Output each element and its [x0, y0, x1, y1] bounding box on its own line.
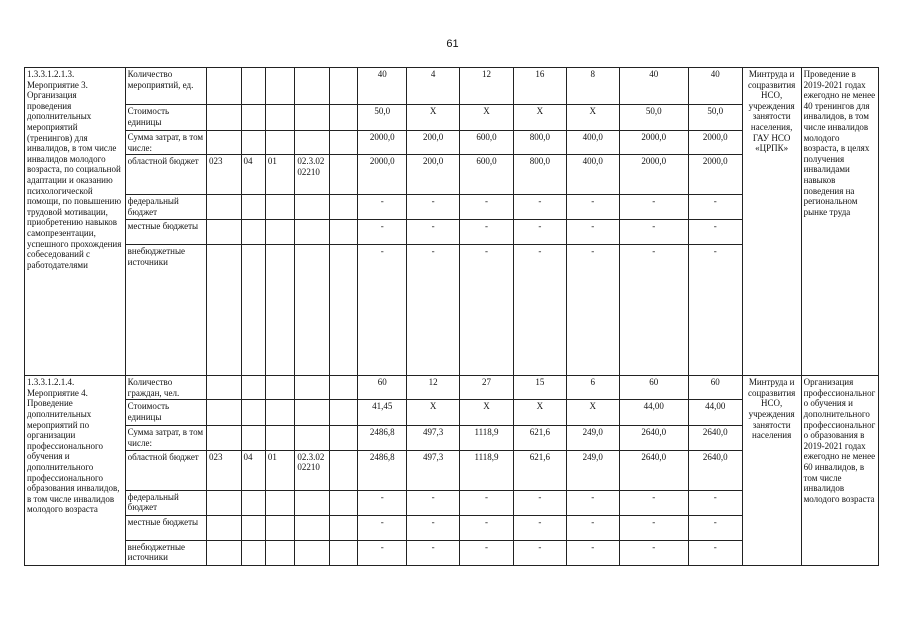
classification-rz-cell [241, 426, 265, 450]
classification-vr-cell [329, 426, 357, 450]
classification-csr-cell: 02.3.0202210 [295, 155, 330, 195]
classification-rz-cell [241, 400, 265, 426]
value-cell: - [460, 220, 514, 245]
classification-grbs-cell: 023 [206, 450, 241, 490]
value-cell: - [513, 540, 566, 565]
classification-csr-cell [295, 220, 330, 245]
value-cell: 40 [619, 68, 688, 105]
value-cell: Х [566, 400, 619, 426]
value-cell: 44,00 [619, 400, 688, 426]
value-cell: - [688, 245, 742, 376]
value-cell: 2000,0 [688, 131, 742, 155]
value-cell: - [407, 195, 460, 220]
classification-pr-cell: 01 [265, 450, 294, 490]
classification-rz-cell [241, 376, 265, 400]
expected-result-cell: Проведение в 2019-2021 годах ежегодно не менее 40 тренингов для инвалидов, в том числе инвалидов молодого возраста, в целях получения инвалидами навыков поведения на региональном рынке труда [801, 68, 878, 376]
classification-rz-cell: 04 [241, 155, 265, 195]
classification-vr-cell [329, 105, 357, 131]
classification-rz-cell [241, 515, 265, 540]
value-cell: - [407, 245, 460, 376]
classification-vr-cell [329, 68, 357, 105]
classification-rz-cell [241, 245, 265, 376]
classification-rz-cell: 04 [241, 450, 265, 490]
classification-vr-cell [329, 245, 357, 376]
value-cell: Х [460, 105, 514, 131]
classification-grbs-cell [206, 490, 241, 515]
classification-pr-cell [265, 131, 294, 155]
value-cell: - [460, 245, 514, 376]
classification-vr-cell [329, 131, 357, 155]
value-cell: 497,3 [407, 450, 460, 490]
classification-grbs-cell [206, 515, 241, 540]
value-cell: - [460, 515, 514, 540]
classification-pr-cell [265, 195, 294, 220]
classification-csr-cell [295, 400, 330, 426]
value-cell: - [358, 245, 407, 376]
indicator-label-cell: местные бюджеты [125, 220, 206, 245]
value-cell: - [619, 195, 688, 220]
classification-grbs-cell [206, 105, 241, 131]
indicator-label-cell: областной бюджет [125, 155, 206, 195]
value-cell: 621,6 [513, 450, 566, 490]
value-cell: - [688, 540, 742, 565]
classification-vr-cell [329, 450, 357, 490]
classification-vr-cell [329, 155, 357, 195]
classification-grbs-cell [206, 68, 241, 105]
classification-grbs-cell: 023 [206, 155, 241, 195]
classification-csr-cell [295, 68, 330, 105]
value-cell: Х [566, 105, 619, 131]
value-cell: 2486,8 [358, 426, 407, 450]
value-cell: 2000,0 [358, 155, 407, 195]
value-cell: 1118,9 [460, 426, 514, 450]
classification-pr-cell [265, 540, 294, 565]
classification-rz-cell [241, 195, 265, 220]
indicator-label-cell: внебюджетные источники [125, 540, 206, 565]
classification-grbs-cell [206, 131, 241, 155]
value-cell: 12 [407, 376, 460, 400]
classification-csr-cell [295, 131, 330, 155]
value-cell: - [513, 195, 566, 220]
classification-csr-cell [295, 245, 330, 376]
value-cell: 2486,8 [358, 450, 407, 490]
value-cell: 497,3 [407, 426, 460, 450]
value-cell: 2640,0 [619, 450, 688, 490]
value-cell: 8 [566, 68, 619, 105]
indicator-label-cell: областной бюджет [125, 450, 206, 490]
value-cell: - [566, 540, 619, 565]
classification-grbs-cell [206, 540, 241, 565]
value-cell: 400,0 [566, 131, 619, 155]
value-cell: 44,00 [688, 400, 742, 426]
value-cell: - [358, 490, 407, 515]
value-cell: 200,0 [407, 155, 460, 195]
table-row [25, 376, 879, 400]
classification-rz-cell [241, 68, 265, 105]
value-cell: 2640,0 [688, 426, 742, 450]
value-cell: - [566, 245, 619, 376]
value-cell: - [619, 490, 688, 515]
classification-csr-cell [295, 540, 330, 565]
classification-grbs-cell [206, 195, 241, 220]
value-cell: 6 [566, 376, 619, 400]
indicator-label-cell: Количество граждан, чел. [125, 376, 206, 400]
value-cell: Х [513, 105, 566, 131]
value-cell: - [460, 195, 514, 220]
value-cell: - [566, 490, 619, 515]
value-cell: 50,0 [688, 105, 742, 131]
indicator-label-cell: местные бюджеты [125, 515, 206, 540]
classification-pr-cell [265, 105, 294, 131]
classification-pr-cell [265, 426, 294, 450]
table-body [25, 68, 879, 566]
value-cell: - [688, 515, 742, 540]
value-cell: Х [407, 105, 460, 131]
value-cell: 50,0 [619, 105, 688, 131]
classification-csr-cell [295, 515, 330, 540]
value-cell: - [619, 220, 688, 245]
classification-pr-cell: 01 [265, 155, 294, 195]
value-cell: - [513, 220, 566, 245]
classification-csr-cell: 02.3.0202210 [295, 450, 330, 490]
value-cell: 621,6 [513, 426, 566, 450]
value-cell: 249,0 [566, 450, 619, 490]
classification-rz-cell [241, 105, 265, 131]
classification-pr-cell [265, 376, 294, 400]
classification-rz-cell [241, 540, 265, 565]
value-cell: 2000,0 [358, 131, 407, 155]
classification-pr-cell [265, 245, 294, 376]
value-cell: 2000,0 [619, 131, 688, 155]
value-cell: 15 [513, 376, 566, 400]
classification-vr-cell [329, 220, 357, 245]
value-cell: - [407, 220, 460, 245]
value-cell: 60 [688, 376, 742, 400]
indicator-label-cell: федеральный бюджет [125, 195, 206, 220]
value-cell: 60 [619, 376, 688, 400]
value-cell: - [619, 540, 688, 565]
indicator-label-cell: федеральный бюджет [125, 490, 206, 515]
executor-cell: Минтруда и соцразвития НСО, учреждения занятости населения [742, 376, 801, 565]
classification-grbs-cell [206, 245, 241, 376]
classification-vr-cell [329, 400, 357, 426]
classification-vr-cell [329, 540, 357, 565]
value-cell: 249,0 [566, 426, 619, 450]
value-cell: 12 [460, 68, 514, 105]
value-cell: 4 [407, 68, 460, 105]
value-cell: 200,0 [407, 131, 460, 155]
table-row [25, 68, 879, 105]
activity-name-cell: 1.3.3.1.2.1.3. Мероприятие 3. Организация проведения дополнительных мероприятий (тренингов) для инвалидов, в том числе инвалидов молодого возраста, по социальной адаптации и оказанию психологической помощи, по повышению трудовой мотивации, приобретению навыков самопрезентации, успешного прохождения собеседований с работодателями [25, 68, 126, 376]
value-cell: - [688, 195, 742, 220]
classification-grbs-cell [206, 376, 241, 400]
indicator-label-cell: Количество мероприятий, ед. [125, 68, 206, 105]
indicator-label-cell: Стоимость единицы [125, 400, 206, 426]
value-cell: 2000,0 [619, 155, 688, 195]
indicator-label-cell: Сумма затрат, в том числе: [125, 131, 206, 155]
classification-csr-cell [295, 490, 330, 515]
value-cell: 40 [358, 68, 407, 105]
value-cell: - [358, 540, 407, 565]
value-cell: - [358, 220, 407, 245]
value-cell: 600,0 [460, 131, 514, 155]
value-cell: 800,0 [513, 131, 566, 155]
classification-pr-cell [265, 400, 294, 426]
classification-vr-cell [329, 515, 357, 540]
value-cell: - [358, 195, 407, 220]
classification-csr-cell [295, 426, 330, 450]
classification-grbs-cell [206, 220, 241, 245]
value-cell: Х [513, 400, 566, 426]
value-cell: - [688, 490, 742, 515]
value-cell: 16 [513, 68, 566, 105]
value-cell: - [358, 515, 407, 540]
classification-pr-cell [265, 515, 294, 540]
value-cell: 40 [688, 68, 742, 105]
value-cell: 1118,9 [460, 450, 514, 490]
value-cell: - [688, 220, 742, 245]
indicator-label-cell: внебюджетные источники [125, 245, 206, 376]
classification-grbs-cell [206, 400, 241, 426]
classification-pr-cell [265, 68, 294, 105]
value-cell: - [566, 515, 619, 540]
value-cell: 2640,0 [619, 426, 688, 450]
value-cell: - [513, 245, 566, 376]
executor-cell: Минтруда и соцразвития НСО, учреждения занятости населения, ГАУ НСО «ЦРПК» [742, 68, 801, 376]
value-cell: 2640,0 [688, 450, 742, 490]
value-cell: 27 [460, 376, 514, 400]
value-cell: - [407, 515, 460, 540]
classification-pr-cell [265, 220, 294, 245]
classification-csr-cell [295, 105, 330, 131]
value-cell: - [407, 540, 460, 565]
classification-pr-cell [265, 490, 294, 515]
activity-name-cell: 1.3.3.1.2.1.4. Мероприятие 4. Проведение дополнительных мероприятий по организации профессионального обучения и дополнительного профессионального образования инвалидов, в том числе инвалидов молодого возраста [25, 376, 126, 565]
page-number: 61 [446, 38, 459, 50]
value-cell: - [566, 195, 619, 220]
value-cell: 2000,0 [688, 155, 742, 195]
classification-vr-cell [329, 195, 357, 220]
value-cell: - [460, 540, 514, 565]
value-cell: - [619, 245, 688, 376]
value-cell: - [566, 220, 619, 245]
value-cell: Х [460, 400, 514, 426]
value-cell: 400,0 [566, 155, 619, 195]
value-cell: 41,45 [358, 400, 407, 426]
classification-vr-cell [329, 376, 357, 400]
value-cell: 60 [358, 376, 407, 400]
indicator-label-cell: Стоимость единицы [125, 105, 206, 131]
value-cell: - [460, 490, 514, 515]
classification-rz-cell [241, 490, 265, 515]
expected-result-cell: Организация профессионального обучения и дополнительного профессионального образования в 2019-2021 годах ежегодно не менее 60 инвалидов, в том числе инвалидов молодого возраста [801, 376, 878, 565]
classification-csr-cell [295, 195, 330, 220]
value-cell: 600,0 [460, 155, 514, 195]
value-cell: - [513, 515, 566, 540]
value-cell: 800,0 [513, 155, 566, 195]
classification-grbs-cell [206, 426, 241, 450]
value-cell: Х [407, 400, 460, 426]
value-cell: - [513, 490, 566, 515]
classification-rz-cell [241, 131, 265, 155]
program-activities-table [24, 67, 879, 566]
value-cell: - [407, 490, 460, 515]
value-cell: - [619, 515, 688, 540]
classification-rz-cell [241, 220, 265, 245]
classification-vr-cell [329, 490, 357, 515]
indicator-label-cell: Сумма затрат, в том числе: [125, 426, 206, 450]
classification-csr-cell [295, 376, 330, 400]
value-cell: 50,0 [358, 105, 407, 131]
